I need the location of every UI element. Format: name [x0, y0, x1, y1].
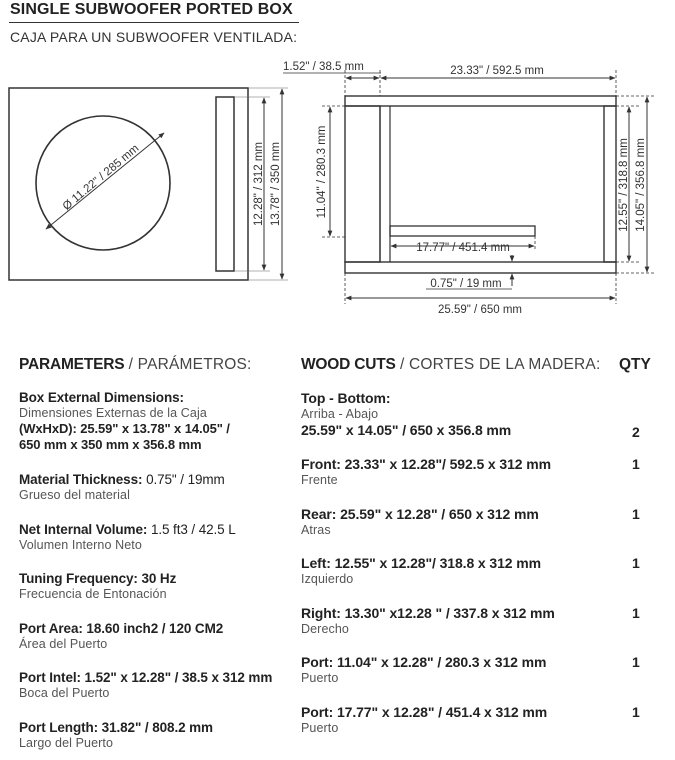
front-view	[9, 88, 288, 280]
param-box-dimensions: Box External Dimensions: Dimensiones Externas de la Caja (WxHxD): 25.59" x 13.78" x 14.05" / 650 mm x 350 mm x 356.8 mm	[19, 390, 230, 452]
cut-right: Right: 13.30" x12.28 " / 337.8 x 312 mm Derecho	[301, 605, 555, 636]
speaker-diameter-label: Ø 11.22" / 285 mm	[60, 142, 142, 213]
cut-port-2: Port: 17.77" x 12.28" / 451.4 x 312 mm Puerto	[301, 704, 548, 735]
port-panel	[390, 226, 535, 236]
box-diagram	[0, 0, 675, 330]
qty-port-2: 1	[632, 704, 640, 720]
param-port-area: Port Area: 18.60 inch2 / 120 CM2 Área del Puerto	[19, 621, 224, 651]
param-port-inlet: Port Intel: 1.52" x 12.28" / 38.5 x 312 mm Boca del Puerto	[19, 670, 273, 700]
qty-front: 1	[632, 456, 640, 472]
param-net-volume: Net Internal Volume: 1.5 ft3 / 42.5 L Volumen Interno Neto	[19, 522, 236, 552]
rear-panel	[345, 262, 616, 273]
inner-depth-label: 12.55" / 318.8 mm	[618, 138, 630, 232]
param-port-length: Port Length: 31.82" / 808.2 mm Largo del Puerto	[19, 720, 213, 750]
port-slot	[216, 97, 234, 271]
front-inner-height-label: 12.28" / 312 mm	[253, 142, 265, 226]
front-outer-height-label: 13.78" / 350 mm	[270, 142, 282, 226]
cut-left: Left: 12.55" x 12.28"/ 318.8 x 312 mm Izquierdo	[301, 555, 541, 586]
qty-top-bottom: 2	[632, 424, 640, 440]
top-panel	[345, 96, 616, 106]
port-length-label: 17.77" / 451.4 mm	[416, 242, 510, 254]
wood-cuts-heading: WOOD CUTS / CORTES DE LA MADERA:	[301, 356, 601, 373]
port-depth-label: 11.04" / 280.3 mm	[316, 125, 328, 219]
qty-heading: QTY	[619, 356, 651, 373]
right-panel	[604, 106, 616, 262]
qty-port-1: 1	[632, 654, 640, 670]
param-material-thickness: Material Thickness: 0.75" / 19mm Grueso del material	[19, 472, 225, 502]
qty-left: 1	[632, 555, 640, 571]
thickness-label: 0.75" / 19 mm	[430, 278, 502, 290]
left-panel	[345, 106, 380, 262]
param-tuning-frequency: Tuning Frequency: 30 Hz Frecuencia de Entonación	[19, 571, 177, 601]
qty-right: 1	[632, 605, 640, 621]
front-panel-outline	[9, 88, 248, 280]
outer-depth-label: 14.05" / 356.8 mm	[635, 138, 647, 232]
parameters-heading: PARAMETERS / PARÁMETROS:	[19, 356, 252, 373]
cut-port-1: Port: 11.04" x 12.28" / 280.3 x 312 mm Puerto	[301, 654, 547, 685]
page-subtitle: CAJA PARA UN SUBWOOFER VENTILADA:	[10, 29, 298, 45]
top-view	[283, 61, 654, 316]
page-title: SINGLE SUBWOOFER PORTED BOX	[10, 1, 293, 18]
cut-rear: Rear: 25.59" x 12.28" / 650 x 312 mm Atras	[301, 506, 539, 537]
port-width-label: 1.52" / 38.5 mm	[283, 61, 364, 73]
cut-top-bottom: Top - Bottom: Arriba - Abajo 25.59" x 14.05" / 650 x 356.8 mm	[301, 390, 512, 438]
cut-front: Front: 23.33" x 12.28"/ 592.5 x 312 mm Frente	[301, 456, 551, 487]
outer-width-label: 25.59" / 650 mm	[438, 304, 522, 316]
front-width-label: 23.33" / 592.5 mm	[450, 65, 544, 77]
qty-rear: 1	[632, 506, 640, 522]
